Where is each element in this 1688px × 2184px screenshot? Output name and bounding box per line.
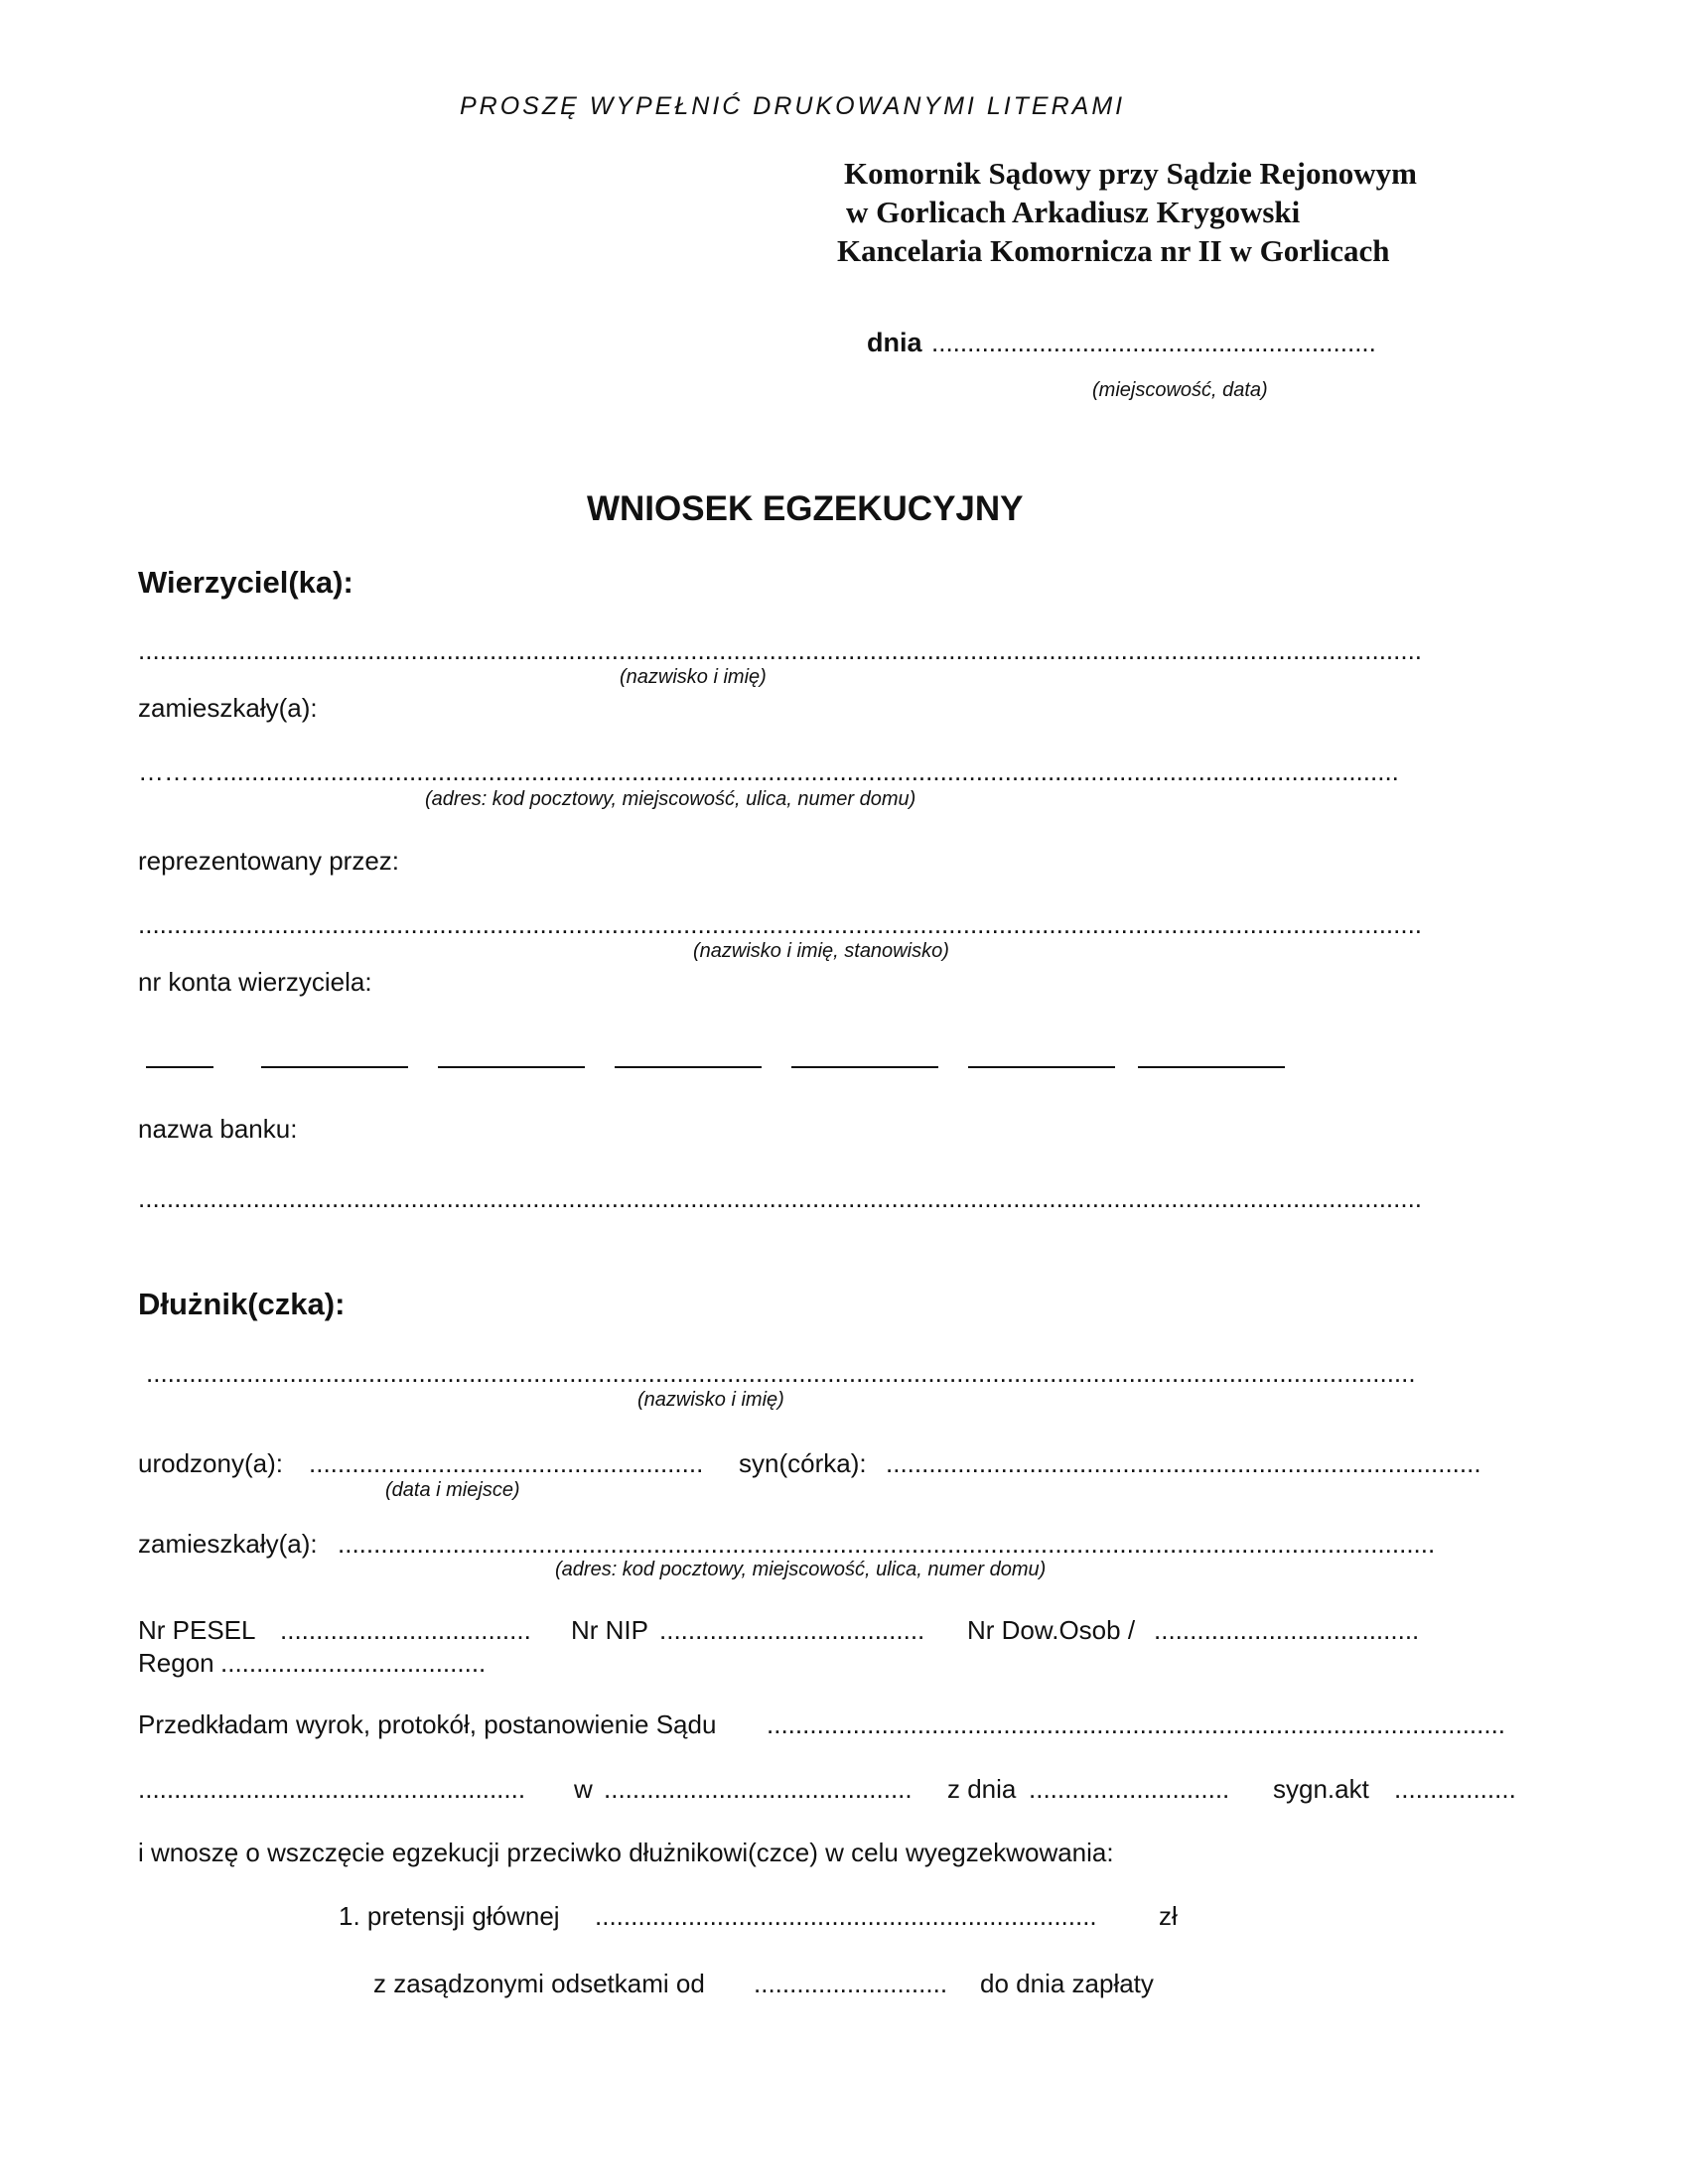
pesel-field[interactable]: ................................... (280, 1615, 531, 1645)
main-claim-field[interactable]: ...................................................................... (595, 1901, 1097, 1931)
account-group-2[interactable] (261, 1066, 408, 1068)
date-label: dnia (867, 328, 922, 357)
representative-hint: (nazwisko i imię, stanowisko) (693, 940, 949, 962)
account-group-5[interactable] (791, 1066, 938, 1068)
case-number-field[interactable]: ................. (1394, 1774, 1516, 1804)
pesel-label: Nr PESEL (138, 1615, 256, 1645)
account-group-1[interactable] (146, 1066, 213, 1068)
judgment-field[interactable]: ....................................................................................................... (767, 1709, 1506, 1739)
judgment-date-label: z dnia (947, 1774, 1017, 1804)
main-claim-unit: zł (1159, 1901, 1178, 1931)
child-of-label: syn(córka): (739, 1448, 867, 1478)
court-place-label: w (574, 1774, 593, 1804)
office-line-2: w Gorlicach Arkadiusz Krygowski (846, 195, 1301, 229)
account-group-4[interactable] (615, 1066, 762, 1068)
debtor-heading: Dłużnik(czka): (138, 1287, 346, 1321)
born-label: urodzony(a): (138, 1448, 283, 1478)
id-card-field[interactable]: ..................................... (1154, 1615, 1420, 1645)
nip-label: Nr NIP (571, 1615, 648, 1645)
bank-label: nazwa banku: (138, 1114, 298, 1144)
request-text: i wnoszę o wszczęcie egzekucji przeciwko dłużnikowi(czce) w celu wyegzekwowania: (138, 1838, 1114, 1867)
debtor-name-field[interactable]: ................................................................................................................................................................................. (146, 1358, 1416, 1388)
judgment-date-field[interactable]: ............................ (1029, 1774, 1230, 1804)
id-card-label: Nr Dow.Osob / (967, 1615, 1136, 1645)
debtor-name-hint: (nazwisko i imię) (637, 1389, 784, 1411)
case-number-label: sygn.akt (1273, 1774, 1369, 1804)
creditor-address-hint: (adres: kod pocztowy, miejscowość, ulica, numer domu) (425, 788, 916, 810)
interest-from-field[interactable]: ........................... (754, 1969, 948, 1998)
representative-label: reprezentowany przez: (138, 846, 400, 876)
main-claim-label: 1. pretensji głównej (339, 1901, 560, 1931)
date-hint: (miejscowość, data) (1092, 379, 1268, 401)
nip-field[interactable]: ..................................... (659, 1615, 925, 1645)
creditor-name-field[interactable]: ................................................................................................................................................................................... (138, 635, 1423, 665)
representative-field[interactable]: ................................................................................................................................................................................... (138, 909, 1423, 939)
born-hint: (data i miejsce) (385, 1479, 520, 1501)
interest-label: z zasądzonymi odsetkami od (373, 1969, 705, 1998)
court-name-field[interactable]: ...................................................... (138, 1774, 526, 1804)
office-line-3: Kancelaria Komornicza nr II w Gorlicach (837, 233, 1390, 268)
creditor-name-hint: (nazwisko i imię) (620, 666, 767, 688)
court-place-field[interactable]: ........................................... (604, 1774, 913, 1804)
date-field[interactable]: .............................................................. (931, 328, 1376, 357)
debtor-address-hint: (adres: kod pocztowy, miejscowość, ulica, numer domu) (555, 1559, 1047, 1580)
born-field[interactable]: ....................................................... (309, 1448, 704, 1478)
regon-field[interactable]: ..................................... (220, 1648, 487, 1678)
creditor-address-field[interactable]: ………..................................................................................................................................................................... (138, 756, 1399, 786)
office-line-1: Komornik Sądowy przy Sądzie Rejonowym (844, 156, 1417, 191)
account-label: nr konta wierzyciela: (138, 967, 372, 997)
regon-label: Regon (138, 1648, 214, 1678)
fill-instruction: PROSZĘ WYPEŁNIĆ DRUKOWANYMI LITERAMI (460, 92, 1126, 120)
bank-field[interactable]: ................................................................................................................................................................................... (138, 1183, 1423, 1213)
account-group-3[interactable] (438, 1066, 585, 1068)
creditor-address-label: zamieszkały(a): (138, 693, 318, 723)
account-group-6[interactable] (968, 1066, 1115, 1068)
judgment-label: Przedkładam wyrok, protokół, postanowienie Sądu (138, 1709, 717, 1739)
child-of-field[interactable]: ................................................................................... (886, 1448, 1481, 1478)
debtor-address-field[interactable]: ......................................................................................................................................................... (338, 1529, 1436, 1559)
creditor-heading: Wierzyciel(ka): (138, 565, 353, 600)
document-title: WNIOSEK EGZEKUCYJNY (587, 489, 1024, 528)
debtor-address-label: zamieszkały(a): (138, 1529, 318, 1559)
interest-tail: do dnia zapłaty (980, 1969, 1154, 1998)
account-group-7[interactable] (1138, 1066, 1285, 1068)
